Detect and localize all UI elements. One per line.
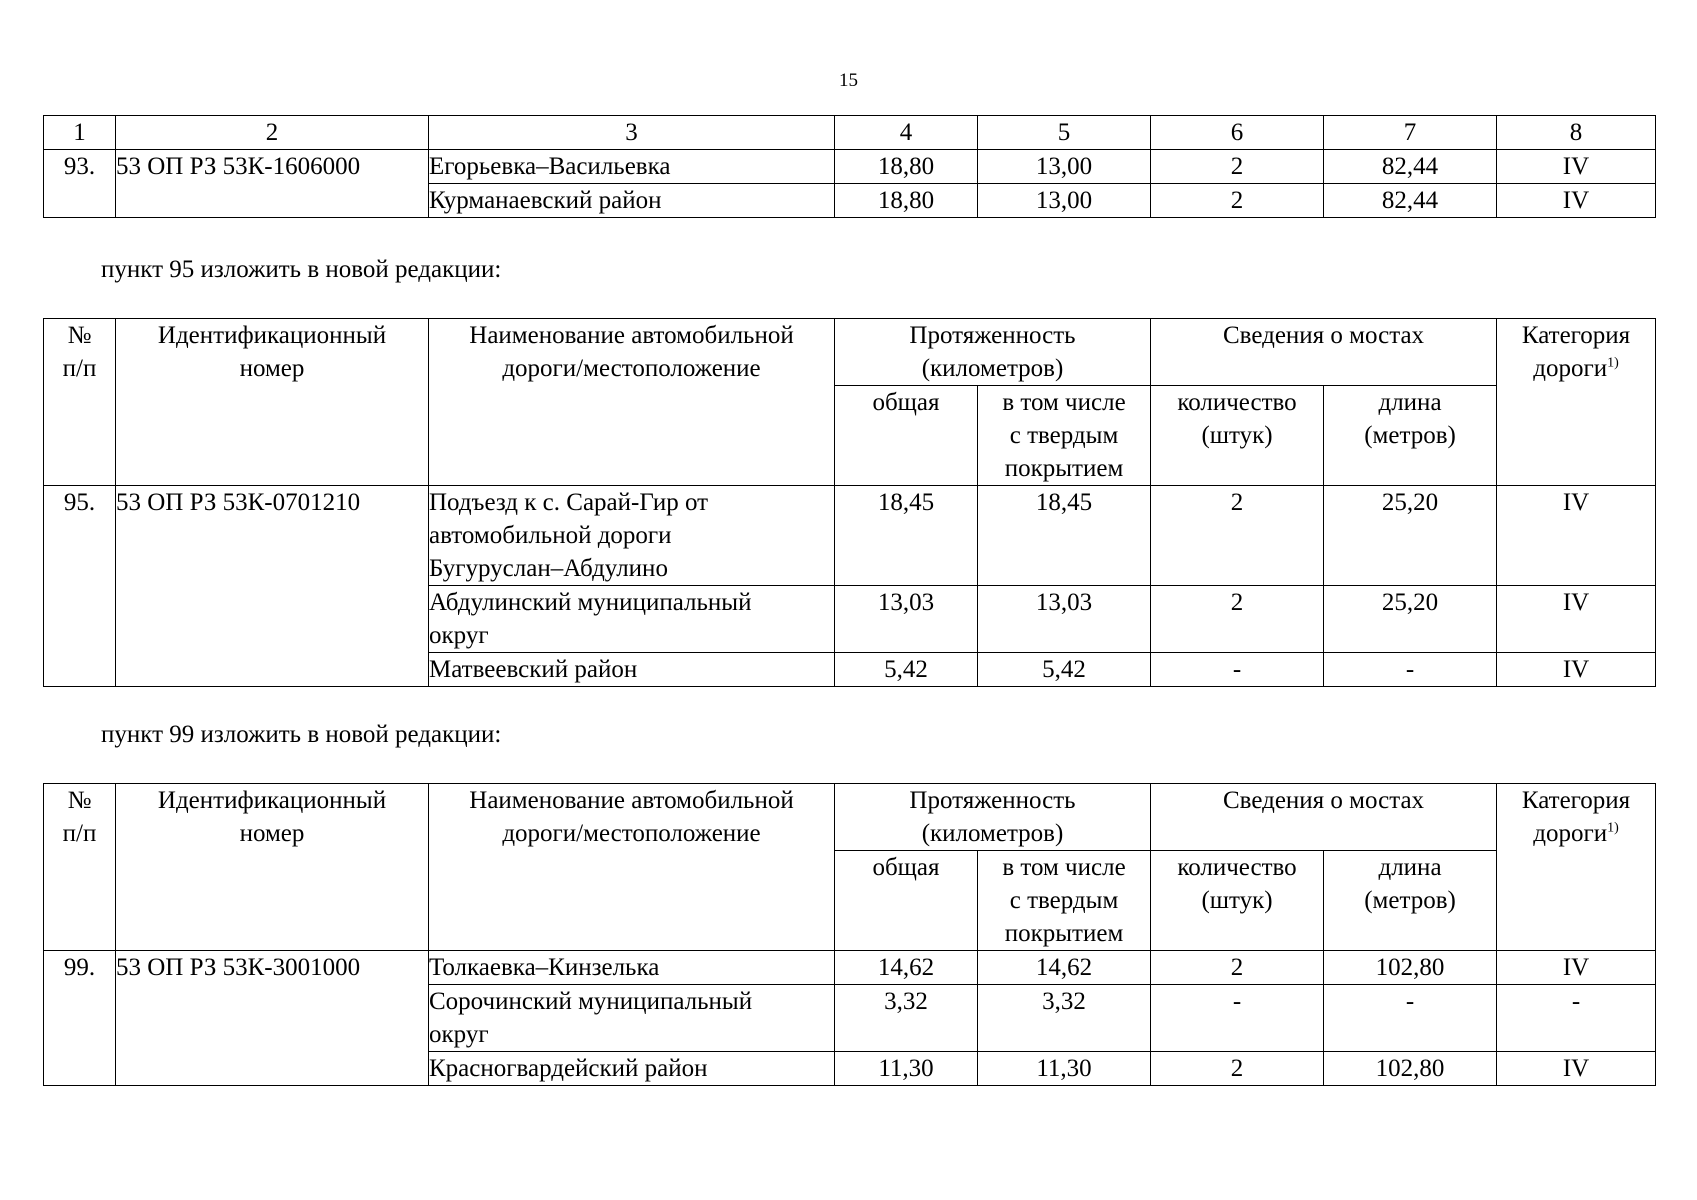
length-paved: 13,00	[978, 184, 1151, 218]
length-total: 18,80	[835, 150, 978, 184]
length-paved: 11,30	[978, 1052, 1151, 1086]
bridge-count: 2	[1151, 586, 1324, 653]
header-bridges: Сведения о мостах	[1151, 319, 1497, 386]
page-number: 15	[839, 70, 858, 91]
road-name: Красногвардейский район	[429, 1052, 835, 1086]
road-category: -	[1497, 985, 1656, 1052]
bridge-count: 2	[1151, 1052, 1324, 1086]
header-number: № п/п	[44, 319, 116, 486]
road-category: IV	[1497, 184, 1656, 218]
table-row	[44, 486, 1656, 586]
road-id: 53 ОП РЗ 53К-1606000	[116, 150, 429, 218]
col-number-7: 7	[1324, 116, 1497, 150]
header-length: Протяженность (километров)	[835, 319, 1151, 386]
length-total: 11,30	[835, 1052, 978, 1086]
road-name: Курманаевский район	[429, 184, 835, 218]
col-number-2: 2	[116, 116, 429, 150]
length-total: 3,32	[835, 985, 978, 1052]
length-paved: 14,62	[978, 951, 1151, 985]
column-number-row	[44, 116, 1656, 150]
table-item-95	[43, 318, 1656, 687]
header-row	[44, 784, 1656, 851]
row-number: 93.	[44, 150, 116, 218]
road-name: Подъезд к с. Сарай-Гир от автомобильной дороги Бугуруслан–Абдулино	[429, 486, 835, 586]
road-name: Матвеевский район	[429, 653, 835, 687]
col-number-6: 6	[1151, 116, 1324, 150]
bridge-count: -	[1151, 653, 1324, 687]
road-id: 53 ОП РЗ 53К-3001000	[116, 951, 429, 1086]
bridge-length: 82,44	[1324, 184, 1497, 218]
bridge-count: 2	[1151, 184, 1324, 218]
header-total: общая	[835, 386, 978, 486]
header-bridges: Сведения о мостах	[1151, 784, 1497, 851]
header-row	[44, 319, 1656, 386]
bridge-count: -	[1151, 985, 1324, 1052]
header-id: Идентификационный номер	[116, 319, 429, 486]
road-category: IV	[1497, 486, 1656, 586]
bridge-count: 2	[1151, 486, 1324, 586]
row-number: 99.	[44, 951, 116, 1086]
road-category: IV	[1497, 586, 1656, 653]
bridge-count: 2	[1151, 951, 1324, 985]
length-paved: 5,42	[978, 653, 1151, 687]
length-total: 13,03	[835, 586, 978, 653]
bridge-length: 25,20	[1324, 486, 1497, 586]
header-id: Идентификационный номер	[116, 784, 429, 951]
header-road-name: Наименование автомобильной дороги/местоположение	[429, 319, 835, 486]
header-category: Категория дороги$^{1)}$	[1497, 319, 1656, 486]
road-category: IV	[1497, 150, 1656, 184]
header-bridge-length: длина (метров)	[1324, 386, 1497, 486]
road-name: Абдулинский муниципальный округ	[429, 586, 835, 653]
road-category: IV	[1497, 653, 1656, 687]
length-total: 18,45	[835, 486, 978, 586]
road-name: Толкаевка–Кинзелька	[429, 951, 835, 985]
header-bridge-count: количество (штук)	[1151, 386, 1324, 486]
length-total: 5,42	[835, 653, 978, 687]
road-category: IV	[1497, 951, 1656, 985]
col-number-5: 5	[978, 116, 1151, 150]
bridge-length: 102,80	[1324, 951, 1497, 985]
road-name: Сорочинский муниципальный округ	[429, 985, 835, 1052]
header-bridge-length: длина (метров)	[1324, 851, 1497, 951]
bridge-length: -	[1324, 653, 1497, 687]
header-road-name: Наименование автомобильной дороги/местоположение	[429, 784, 835, 951]
length-total: 18,80	[835, 184, 978, 218]
header-number: № п/п	[44, 784, 116, 951]
table-item-99	[43, 783, 1656, 1086]
table-continuation	[43, 115, 1656, 218]
bridge-length: 25,20	[1324, 586, 1497, 653]
paragraph-item-99: пункт 99 изложить в новой редакции:	[101, 721, 502, 748]
paragraph-item-95: пункт 95 изложить в новой редакции:	[101, 256, 502, 283]
table-row	[44, 150, 1656, 184]
header-length: Протяженность (километров)	[835, 784, 1151, 851]
length-paved: 18,45	[978, 486, 1151, 586]
length-paved: 3,32	[978, 985, 1151, 1052]
length-paved: 13,03	[978, 586, 1151, 653]
col-number-4: 4	[835, 116, 978, 150]
table-row	[44, 951, 1656, 985]
col-number-1: 1	[44, 116, 116, 150]
header-bridge-count: количество (штук)	[1151, 851, 1324, 951]
col-number-8: 8	[1497, 116, 1656, 150]
header-paved: в том числе с твердым покрытием	[978, 851, 1151, 951]
header-category: Категория дороги$^{1)}$	[1497, 784, 1656, 951]
bridge-count: 2	[1151, 150, 1324, 184]
bridge-length: 102,80	[1324, 1052, 1497, 1086]
bridge-length: -	[1324, 985, 1497, 1052]
header-total: общая	[835, 851, 978, 951]
road-id: 53 ОП РЗ 53К-0701210	[116, 486, 429, 687]
road-name: Егорьевка–Васильевка	[429, 150, 835, 184]
length-paved: 13,00	[978, 150, 1151, 184]
header-paved: в том числе с твердым покрытием	[978, 386, 1151, 486]
length-total: 14,62	[835, 951, 978, 985]
row-number: 95.	[44, 486, 116, 687]
bridge-length: 82,44	[1324, 150, 1497, 184]
col-number-3: 3	[429, 116, 835, 150]
road-category: IV	[1497, 1052, 1656, 1086]
